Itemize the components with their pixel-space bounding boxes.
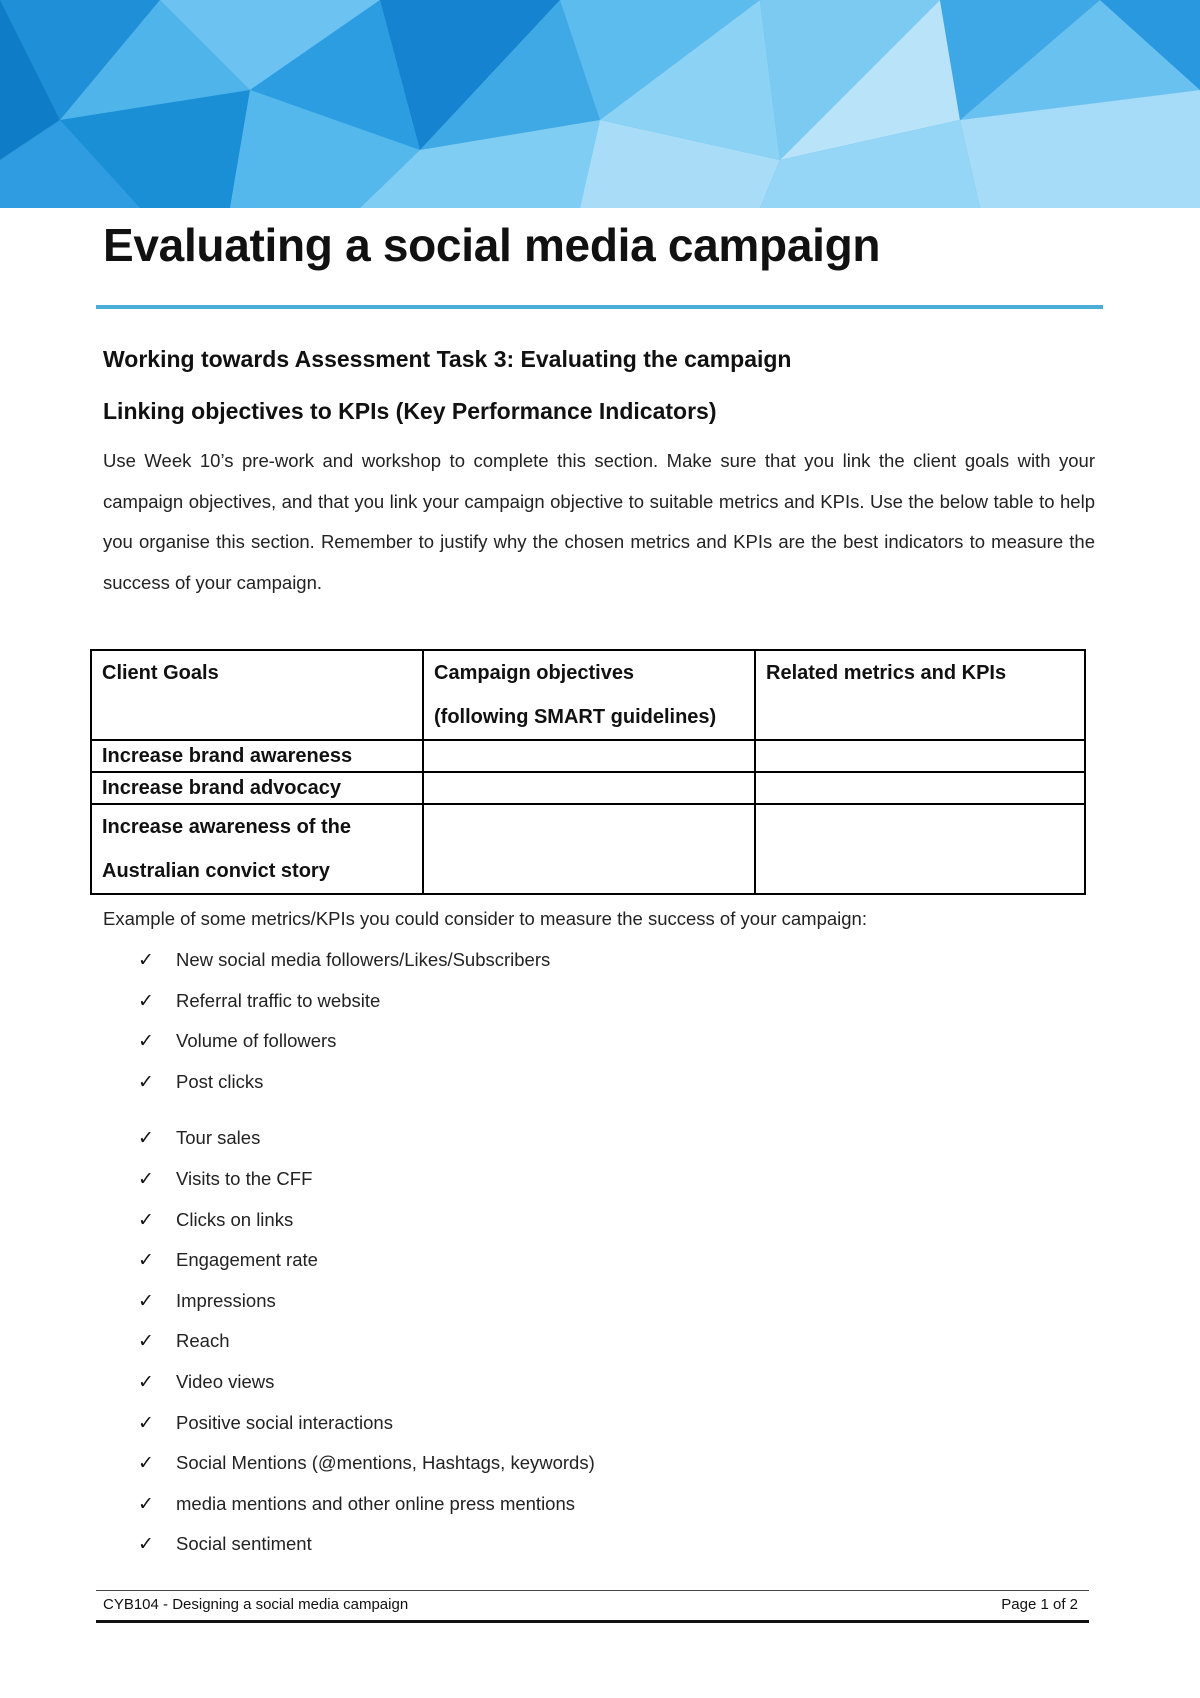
checkmark-icon: ✓ xyxy=(138,1167,154,1190)
checkmark-icon: ✓ xyxy=(138,1452,154,1475)
list-item xyxy=(138,1527,595,1568)
list-item xyxy=(138,1446,595,1487)
list-item xyxy=(138,1487,595,1528)
title-divider xyxy=(96,305,1103,309)
checkmark-icon: ✓ xyxy=(138,1030,154,1053)
header-campaign-objectives-label: Campaign objectives xyxy=(434,662,635,684)
footer-course-title: CYB104 - Designing a social media campaign xyxy=(103,1596,409,1613)
intro-paragraph: Use Week 10’s pre-work and workshop to complete this section. Make sure that you link the client goals with your campaign objectives, and that you link your campaign objective to suitable metrics and KPIs. Use the below table to help you organise this section. Remember to justify why the chosen metrics and KPIs are the best indicators to measure the success of your campaign. xyxy=(103,450,1095,593)
list-item xyxy=(138,1121,595,1162)
table-row xyxy=(91,772,1085,804)
list-item-label: media mentions and other online press mentions xyxy=(176,1492,576,1514)
list-item xyxy=(138,1365,595,1406)
list-item xyxy=(138,1406,595,1447)
list-item xyxy=(138,1243,595,1284)
goals-table xyxy=(90,649,1086,895)
header-campaign-objectives xyxy=(423,650,755,740)
checkmark-icon: ✓ xyxy=(138,1492,154,1515)
list-item xyxy=(138,1324,595,1365)
list-item-label: Video views xyxy=(176,1370,275,1392)
list-item-label: Impressions xyxy=(176,1289,276,1311)
goal-cell: Increase brand awareness xyxy=(91,740,423,772)
list-item xyxy=(138,1284,595,1325)
checkmark-icon: ✓ xyxy=(138,989,154,1012)
footer-divider-bottom xyxy=(96,1620,1089,1623)
kpi-cell[interactable] xyxy=(755,772,1085,804)
checkmark-icon: ✓ xyxy=(138,1533,154,1556)
section-heading-assessment: Working towards Assessment Task 3: Evaluating the campaign xyxy=(103,346,792,372)
list-item xyxy=(138,1162,595,1203)
list-item-label: Volume of followers xyxy=(176,1030,337,1052)
checkmark-icon: ✓ xyxy=(138,1289,154,1312)
list-item-label: Social Mentions (@mentions, Hashtags, keywords) xyxy=(176,1452,595,1474)
list-item-label: Referral traffic to website xyxy=(176,989,381,1011)
checkmark-icon: ✓ xyxy=(138,1411,154,1434)
footer-page-number: Page 1 of 2 xyxy=(1001,1596,1078,1613)
header-client-goals: Client Goals xyxy=(91,650,423,740)
page-title: Evaluating a social media campaign xyxy=(103,219,881,271)
header-metrics-kpis: Related metrics and KPIs xyxy=(755,650,1085,740)
metrics-checklist xyxy=(138,943,595,1568)
list-item-label: Post clicks xyxy=(176,1070,264,1092)
objective-cell[interactable] xyxy=(423,772,755,804)
list-item-label: Reach xyxy=(176,1330,230,1352)
kpi-cell[interactable] xyxy=(755,804,1085,894)
list-item-label: Engagement rate xyxy=(176,1249,318,1271)
objective-cell[interactable] xyxy=(423,740,755,772)
list-item xyxy=(138,984,595,1025)
list-item xyxy=(138,1203,595,1244)
list-item xyxy=(138,943,595,984)
checkmark-icon: ✓ xyxy=(138,1249,154,1272)
header-banner xyxy=(0,0,1200,208)
checkmark-icon: ✓ xyxy=(138,1330,154,1353)
list-item-label: Tour sales xyxy=(176,1127,261,1149)
list-item-label: Clicks on links xyxy=(176,1208,294,1230)
kpi-cell[interactable] xyxy=(755,740,1085,772)
goal-cell: Increase brand advocacy xyxy=(91,772,423,804)
list-item xyxy=(138,1024,595,1065)
list-item-label: Positive social interactions xyxy=(176,1411,393,1433)
section-heading-kpis: Linking objectives to KPIs (Key Performance Indicators) xyxy=(103,398,717,424)
checkmark-icon: ✓ xyxy=(138,1370,154,1393)
table-row xyxy=(91,804,1085,894)
list-item-label: New social media followers/Likes/Subscribers xyxy=(176,949,551,970)
example-intro: Example of some metrics/KPIs you could consider to measure the success of your campaign: xyxy=(103,908,867,929)
polygon-pattern-image xyxy=(0,0,1200,208)
list-item-label: Social sentiment xyxy=(176,1533,312,1555)
checkmark-icon: ✓ xyxy=(138,1208,154,1231)
checkmark-icon: ✓ xyxy=(138,1127,154,1150)
objective-cell[interactable] xyxy=(423,804,755,894)
checkmark-icon: ✓ xyxy=(138,1070,154,1093)
goal-cell: Increase awareness of the Australian convict story xyxy=(91,804,423,894)
header-smart-note: (following SMART guidelines) xyxy=(434,706,717,728)
table-header-row xyxy=(91,650,1085,740)
footer-divider-top xyxy=(96,1590,1089,1591)
table-row xyxy=(91,740,1085,772)
checkmark-icon: ✓ xyxy=(138,949,154,971)
list-item-label: Visits to the CFF xyxy=(176,1167,313,1189)
list-item xyxy=(138,1065,595,1106)
